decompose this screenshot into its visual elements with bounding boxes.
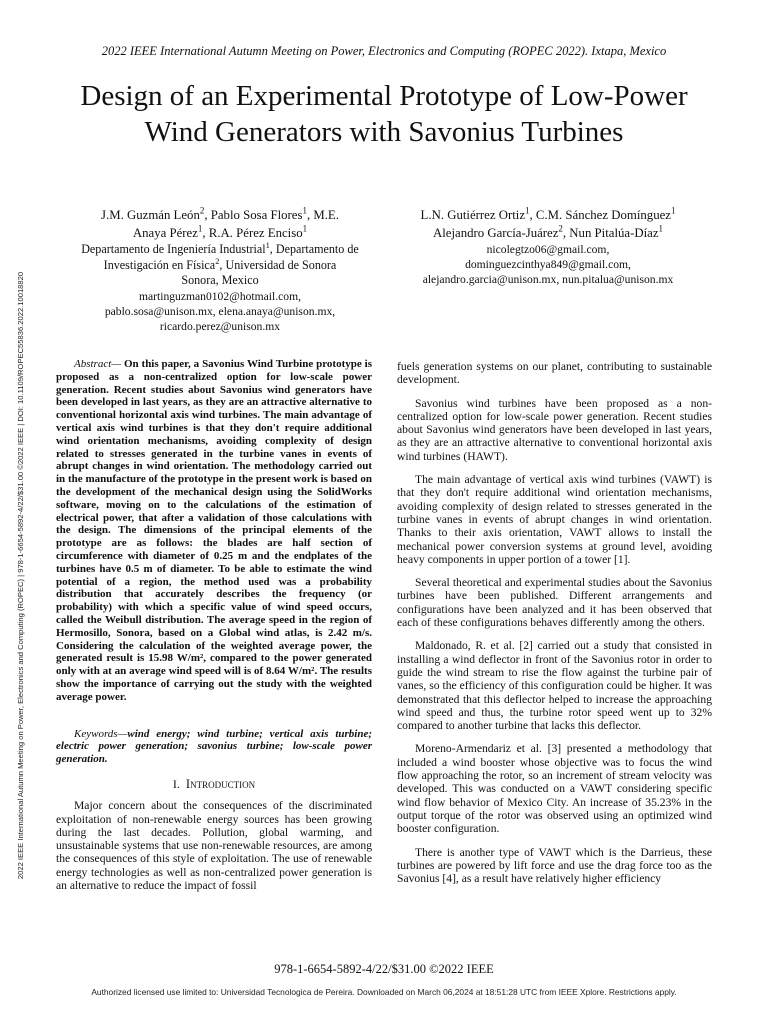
paragraph: Savonius wind turbines have been proposed as a non-centralized option for low-scale power generation. Recent studies about Savonius wind generators have been developed in last years, as they are an attractive alternative to conventional horizontal axis wind turbines (HAWT).: [397, 396, 712, 463]
affiliation-left-2: Investigación en Física$^2$, Universidad de Sonora: [103, 255, 337, 272]
email-left-2: pablo.sosa@unison.mx, elena.anaya@unison.mx,: [104, 304, 336, 318]
email-left-3: ricardo.perez@unison.mx: [159, 319, 281, 333]
abstract: Abstract— On this paper, a Savonius Wind Turbine prototype is proposed as a non-centralized option for low-scale power generation. Recent studies about Savonius wind generators have been developed in last years, as they are an attractive alternative to conventional horizontal axis wind turbines. The main advantage of vertical axis wind turbines is that they don't require additional wind orientation mechanisms, avoiding complexity of design related to stresses generated in the turbine vanes in events of abrupt changes in wind orientation. The methodology carried out in the manufacture of the prototype in the present work is based on the development of the mechanical design using the SolidWorks software, moving on to the calculations of the estimation of electrical power, that after a validation of those calculations with the design. The dimensions of the principal elements of the prototype are as follows: the blades are half section of circumference with diameter of 0.25 m and the endplates of the turbines have 0.5 m of diameter. To be able to estimate the wind potential of a region, the method used was a probability distribution that accurately describes the frequency (or probability) with which a specific value of wind speed occurs, called the Weibull distribution. The average speed in the region of Hermosillo, Sonora, based on a Global wind atlas, is 2.42 m/s. Considering the calculation of the weighted average power, the generated result is 15.98 W/m², compared to the power generated only with at an average wind speed will is of 8.64 W/m². The results show the importance of carrying out the study with the weighted average power.: [56, 358, 372, 703]
right-column: [397, 360, 712, 895]
email-left-1: martinguzman0102@hotmail.com,: [138, 289, 301, 303]
paragraph: There is another type of VAWT which is the Darrieus, these turbines are powered by lift force and use the drag force too as the Savonius [4], as a result have relatively higher efficiency: [397, 845, 712, 886]
paragraph: Maldonado, R. et al. [2] carried out a study that consisted in installing a wind deflector in front of the Savonius rotor in order to guide the wind stream to rise the flow against the turbine pair of vanes, so the efficiency of this configuration could be higher. It was demonstrated that this deflector helped to increase the approaching wind speed and thus, the turbine rotor speed went up to 32% compared to another turbine that lacks this deflector.: [397, 639, 712, 733]
doi-sidebar: [0, 193, 30, 978]
conference-header: 2022 IEEE International Autumn Meeting on Power, Electronics and Computing (ROPEC 2022). Ixtapa, Mexico: [101, 44, 667, 58]
paragraph: fuels generation systems on our planet, contributing to sustainable development.: [397, 360, 712, 387]
email-right-2: dominguezcinthya849@gmail.com,: [465, 258, 631, 271]
author-block-right: [393, 206, 703, 287]
authorized-use-notice: Authorized licensed use limited to: Universidad Tecnologica de Pereira. Downloaded on March 06,2024 at 18:51:28 UTC from IEEE Xplore. Restrictions apply.: [91, 987, 677, 997]
email-right-1: nicolegtzo06@gmail.com,: [486, 243, 610, 256]
paragraph: The main advantage of vertical axis wind turbines (VAWT) is that they don't require additional wind orientation mechanisms, avoiding complexity of design related to stresses generated in the turbine vanes in events of abrupt changes in wind orientation. Thanks to their axis orientation, VAWT allows to install the mechanical power conversion systems at ground level, avoiding heavy components in upper portion of a tower [1].: [397, 473, 712, 566]
author-names-right-1: L.N. Gutiérrez Ortiz$^1$, C.M. Sánchez Domínguez$^1$: [420, 205, 676, 222]
left-column: [56, 358, 372, 902]
copyright-footer: 978-1-6654-5892-4/22/$31.00 ©2022 IEEE: [274, 962, 494, 976]
author-names-left-1: J.M. Guzmán León$^2$, Pablo Sosa Flores$^1$, M.E.: [101, 205, 339, 222]
author-names-left-2: Anaya Pérez$^1$, R.A. Pérez Enciso$^1$: [132, 223, 308, 240]
affiliation-left-3: Sonora, Mexico: [181, 273, 259, 287]
intro-paragraph: Major concern about the consequences of the discriminated exploitation of non-renewable energy sources has been growing during the last decades. Pollution, global warming, and unsustainable systems that use non-renewable resources, are among the consequences of this style of exploitation. The use of renewable energy technologies as well as non-centralized power generation is an alternative to reduce the impact of fossil: [56, 799, 372, 892]
email-right-3: alejandro.garcia@unison.mx, nun.pitalua@unison.mx: [422, 273, 674, 286]
title-line-2: Wind Generators with Savonius Turbines: [144, 116, 624, 148]
keywords: Keywords—wind energy; wind turbine; vertical axis turbine; electric power generation; savonius turbine; low-scale power generation.: [56, 727, 372, 766]
paragraph: Moreno-Armendariz et al. [3] presented a methodology that included a wind booster whose objective was to focus the wind flow approaching the rotor, so an increment of stream velocity was developed. This was conducted on a VAWT considering specific wind flow behavior of Mexico City. An increase of 35.23% in the output torque of the rotor was observed using an optimized wind booster configuration.: [397, 742, 712, 836]
paper-title: [40, 78, 728, 150]
doi-sidebar-text: 2022 IEEE International Autumn Meeting on Power, Electronics and Computing (ROPEC) | 978-1-6654-5892-4/22/$31.00 ©2022 IEEE | DOI: 10.1109/ROPEC55836.2022.10018820: [16, 271, 25, 880]
author-names-right-2: Alejandro García-Juárez$^2$, Nun Pitalúa-Díaz$^1$: [433, 223, 663, 240]
paragraph: Several theoretical and experimental studies about the Savonius turbines have been published. Different arrangements and configurations have been analyzed and it has been observed that each of these configurations behaves differently among the others.: [397, 576, 712, 630]
author-block-left: [55, 206, 385, 334]
section-heading-introduction: I. Introduction: [172, 776, 256, 791]
affiliation-left-1: Departamento de Ingeniería Industrial$^1$, Departamento de: [81, 239, 359, 256]
title-line-1: Design of an Experimental Prototype of Low-Power: [80, 80, 688, 112]
